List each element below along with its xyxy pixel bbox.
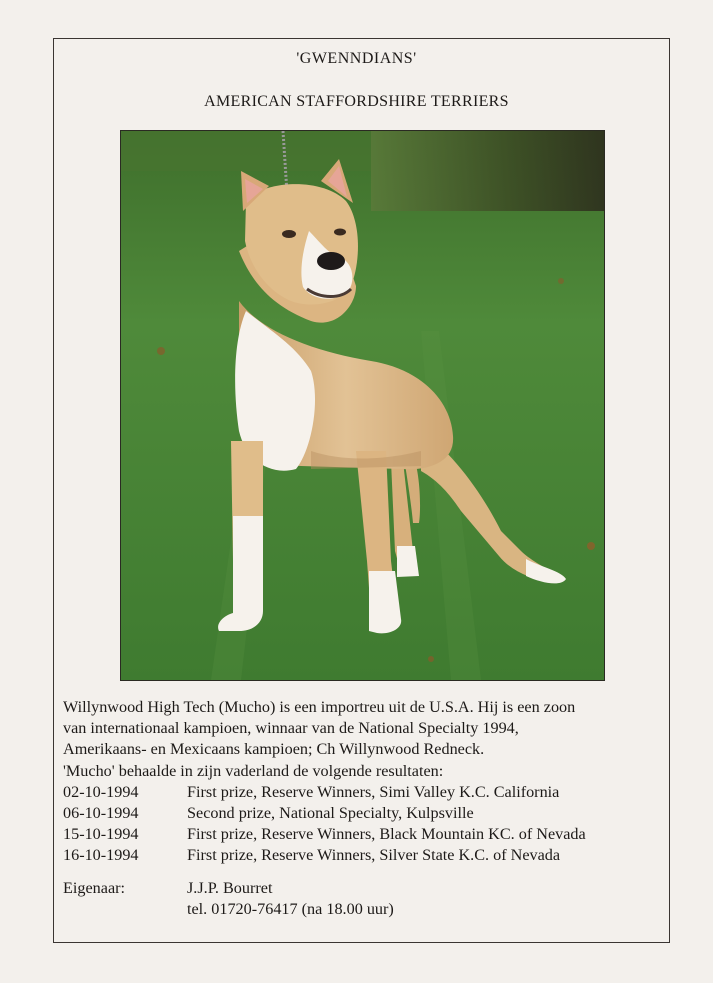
description-line: Amerikaans- en Mexicaans kampioen; Ch Willynwood Redneck. (63, 740, 485, 759)
result-row (63, 782, 663, 803)
kennel-name: 'GWENNDIANS' (296, 50, 417, 67)
owner-details (187, 878, 394, 920)
owner-phone: tel. 01720-76417 (na 18.00 uur) (187, 899, 394, 918)
info-text (63, 697, 663, 920)
dog-photo (121, 131, 604, 680)
description-line: van internationaal kampioen, winnaar van de National Specialty 1994, (63, 719, 519, 738)
result-text: First prize, Reserve Winners, Simi Valley K.C. California (187, 782, 560, 801)
owner-name: J.J.P. Bourret (187, 878, 273, 897)
result-row (63, 803, 663, 824)
result-row (63, 824, 663, 845)
result-date: 06-10-1994 (63, 804, 139, 823)
result-text: First prize, Reserve Winners, Silver State K.C. of Nevada (187, 846, 561, 865)
description-line: 'Mucho' behaalde in zijn vaderland de volgende resultaten: (63, 761, 444, 780)
owner-block (63, 878, 663, 920)
description-line: Willynwood High Tech (Mucho) is een importreu uit de U.S.A. Hij is een zoon (63, 698, 576, 716)
result-date: 15-10-1994 (63, 825, 139, 844)
result-text: Second prize, National Specialty, Kulpsville (187, 804, 474, 823)
breed-title: AMERICAN STAFFORDSHIRE TERRIERS (204, 93, 509, 110)
result-text: First prize, Reserve Winners, Black Mountain KC. of Nevada (187, 825, 586, 844)
owner-label: Eigenaar: (63, 878, 126, 897)
result-row (63, 845, 663, 866)
description (63, 697, 663, 782)
results-list (63, 782, 663, 867)
result-date: 02-10-1994 (63, 782, 139, 801)
result-date: 16-10-1994 (63, 846, 139, 865)
